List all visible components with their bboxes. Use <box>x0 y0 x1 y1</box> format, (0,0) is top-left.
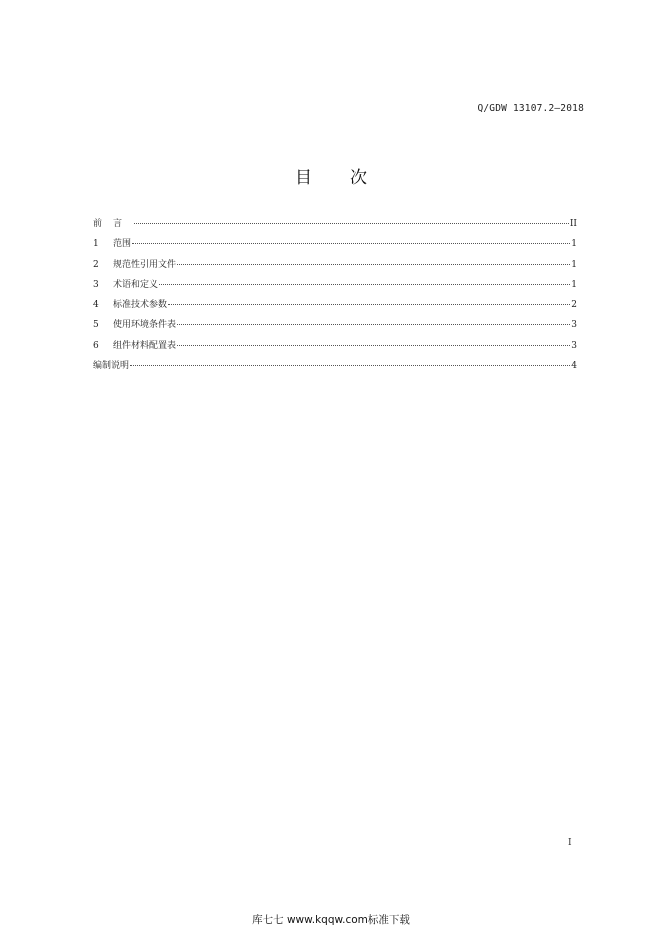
toc-leader-dots <box>168 304 570 305</box>
toc-entry-foreword[interactable] <box>93 216 577 236</box>
toc-entry-label: 范围 <box>113 239 132 250</box>
toc-entry-number: 5 <box>93 320 99 331</box>
toc-entry-page: 1 <box>571 239 577 250</box>
toc-entry-technical-parameters[interactable] <box>93 297 577 317</box>
toc-entry-compilation-notes[interactable] <box>93 358 577 378</box>
toc-leader-dots <box>159 284 570 285</box>
toc-entry-component-materials[interactable] <box>93 338 577 358</box>
toc-entry-page: 4 <box>571 361 577 372</box>
toc-entry-number: 4 <box>93 300 99 311</box>
toc-entry-label: 组件材料配置表 <box>113 340 177 351</box>
table-of-contents <box>93 216 577 378</box>
toc-title-right: 次 <box>350 168 367 188</box>
toc-entry-label: 编制说明 <box>93 361 130 372</box>
toc-entry-page: 1 <box>571 259 577 270</box>
toc-entry-page: 2 <box>571 300 577 311</box>
toc-entry-number: 3 <box>93 279 99 290</box>
toc-entry-page: II <box>569 219 577 229</box>
toc-entry-number: 6 <box>93 340 99 351</box>
document-code: Q/GDW 13107.2—2018 <box>477 103 584 114</box>
toc-entry-normative-references[interactable] <box>93 257 577 277</box>
toc-leader-dots <box>177 264 570 265</box>
toc-entry-terms-definitions[interactable] <box>93 277 577 297</box>
toc-entry-page: 3 <box>571 340 577 351</box>
toc-entry-environment-conditions[interactable] <box>93 317 577 337</box>
toc-leader-dots <box>134 223 569 224</box>
toc-entry-page: 1 <box>571 279 577 290</box>
toc-leader-dots <box>177 324 570 325</box>
page-number: I <box>568 838 572 848</box>
toc-entry-number: 1 <box>93 239 99 250</box>
toc-entry-page: 3 <box>571 320 577 331</box>
toc-leader-dots <box>177 345 570 346</box>
toc-entry-label: 规范性引用文件 <box>113 259 177 270</box>
toc-entry-scope[interactable] <box>93 236 577 256</box>
toc-entry-number: 2 <box>93 259 99 270</box>
toc-entry-label: 术语和定义 <box>113 279 159 290</box>
toc-leader-dots <box>130 365 570 366</box>
toc-entry-label: 前言 <box>93 219 134 229</box>
toc-entry-label: 标准技术参数 <box>113 300 168 311</box>
toc-title-left: 目 <box>295 168 312 188</box>
toc-entry-label: 使用环境条件表 <box>113 320 177 331</box>
toc-title <box>0 163 662 188</box>
toc-leader-dots <box>132 243 570 244</box>
footer-watermark: 库七七 www.kqqw.com标准下载 <box>252 914 410 926</box>
